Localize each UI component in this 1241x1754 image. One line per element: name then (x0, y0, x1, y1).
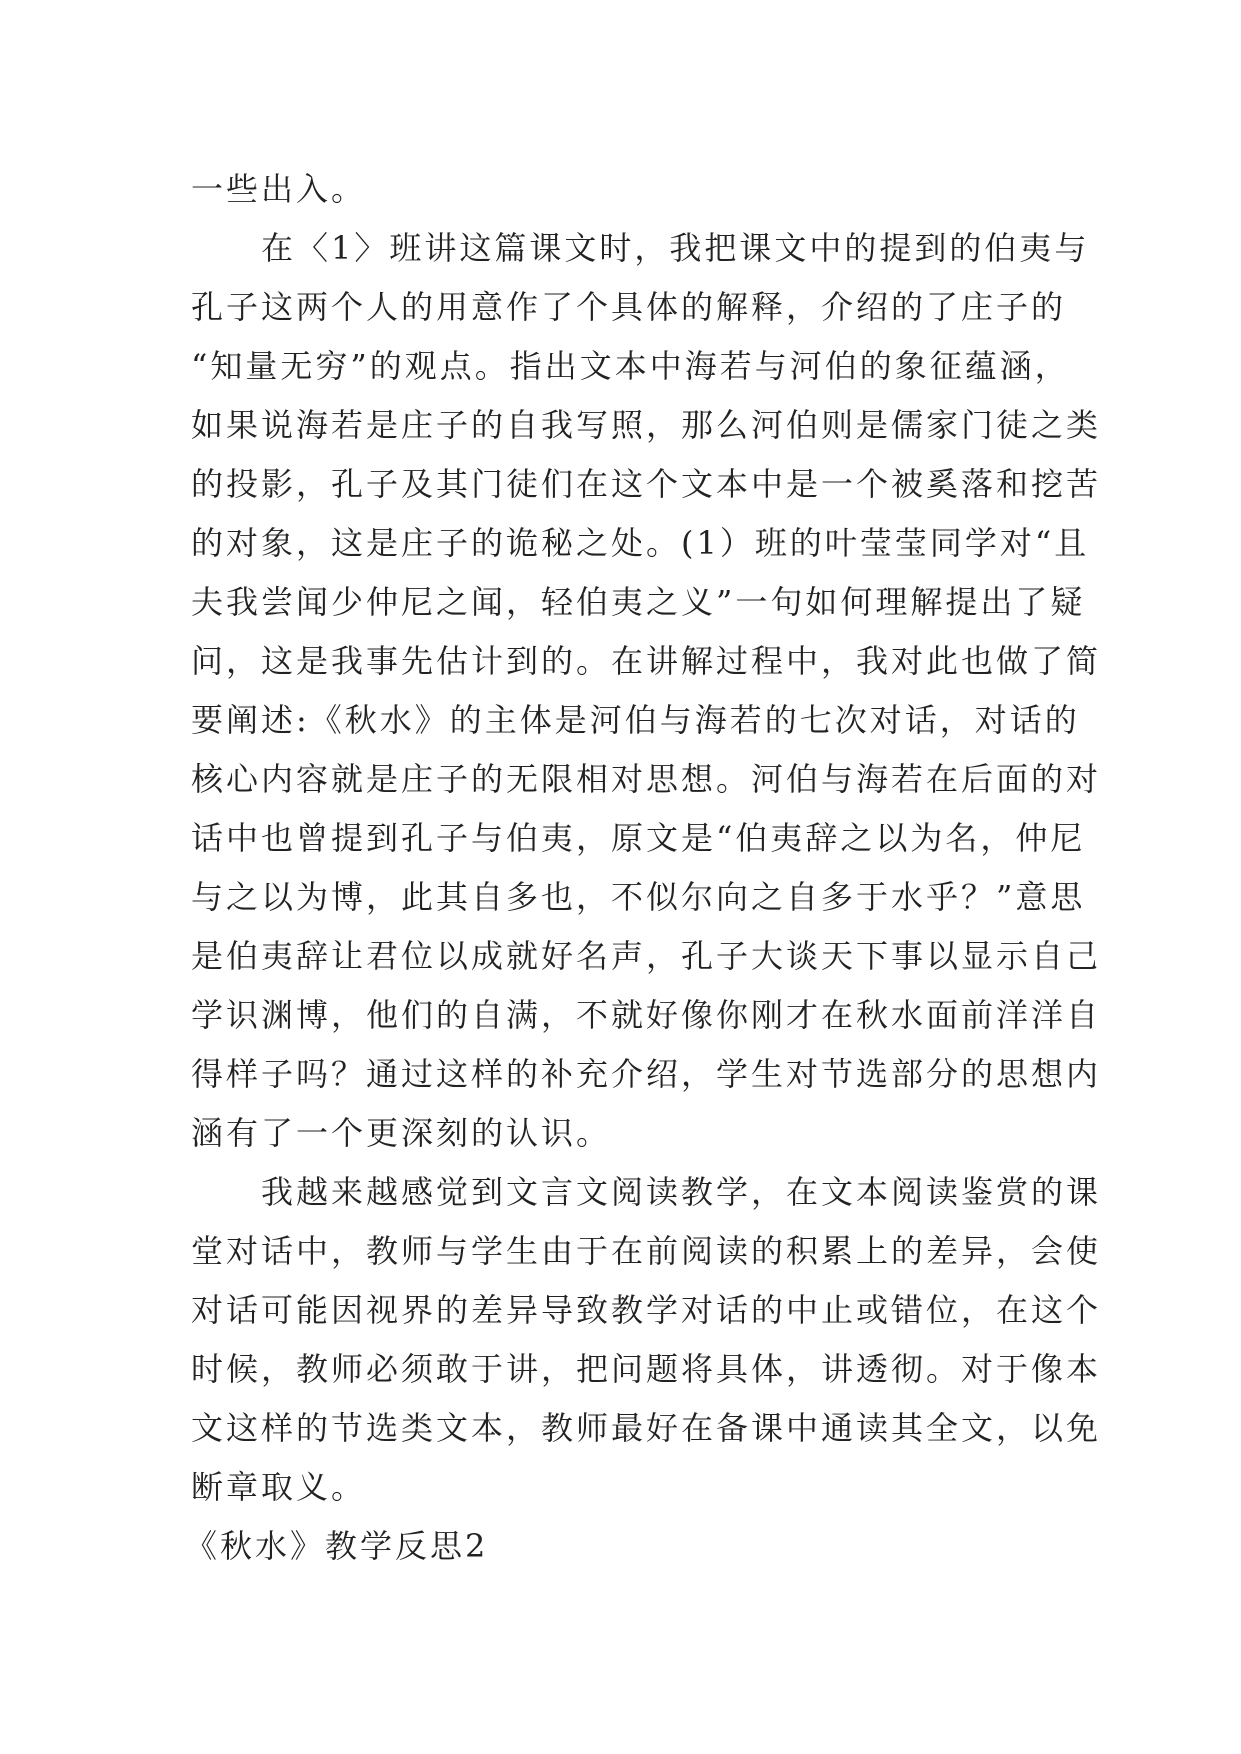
text-line: “知量无穷”的观点。指出文本中海若与河伯的象征蕴涵， (191, 347, 1070, 385)
text-line: 话中也曾提到孔子与伯夷，原文是“伯夷辞之以为名，仲尼 (191, 819, 1086, 857)
text-line: 对话可能因视界的差异导致教学对话的中止或错位，在这个 (191, 1291, 1102, 1329)
text-line: 得样子吗？通过这样的补充介绍，学生对节选部分的思想内 (191, 1055, 1102, 1093)
text-line: 如果说海若是庄子的自我写照，那么河伯则是儒家门徒之类 (191, 406, 1102, 444)
text-line: 堂对话中，教师与学生由于在前阅读的积累上的差异，会使 (191, 1232, 1102, 1270)
text-line: 一些出入。 (191, 170, 367, 208)
text-line: 涵有了一个更深刻的认识。 (191, 1114, 612, 1152)
text-line: 是伯夷辞让君位以成就好名声，孔子大谈天下事以显示自己 (191, 937, 1102, 975)
text-line: 要阐述:《秋水》的主体是河伯与海若的七次对话，对话的 (191, 701, 1080, 739)
text-line: 核心内容就是庄子的无限相对思想。河伯与海若在后面的对 (191, 760, 1102, 798)
text-line: 学识渊博，他们的自满，不就好像你刚才在秋水面前洋洋自 (191, 996, 1102, 1034)
text-line: 时候，教师必须敢于讲，把问题将具体，讲透彻。对于像本 (191, 1350, 1102, 1388)
text-line: 问，这是我事先估计到的。在讲解过程中，我对此也做了简 (191, 642, 1102, 680)
text-line: 夫我尝闻少仲尼之闻，轻伯夷之义”一句如何理解提出了疑 (191, 583, 1086, 621)
section-heading: 《秋水》教学反思2 (185, 1527, 489, 1565)
text-line: 的投影，孔子及其门徒们在这个文本中是一个被奚落和挖苦 (191, 465, 1102, 503)
text-line: 与之以为博，此其自多也，不似尔向之自多于水乎？”意思 (191, 878, 1086, 916)
paragraph-start-line: 我越来越感觉到文言文阅读教学，在文本阅读鉴赏的课 (261, 1173, 1102, 1211)
text-line: 文这样的节选类文本，教师最好在备课中通读其全文，以免 (191, 1409, 1102, 1447)
paragraph-start-line: 在〈1〉班讲这篇课文时，我把课文中的提到的伯夷与 (261, 229, 1090, 267)
body-text (185, 160, 1102, 1576)
text-line: 断章取义。 (191, 1468, 367, 1506)
text-line: 的对象，这是庄子的诡秘之处。(1）班的叶莹莹同学对“且 (191, 524, 1090, 562)
text-line: 孔子这两个人的用意作了个具体的解释，介绍的了庄子的 (191, 288, 1067, 326)
